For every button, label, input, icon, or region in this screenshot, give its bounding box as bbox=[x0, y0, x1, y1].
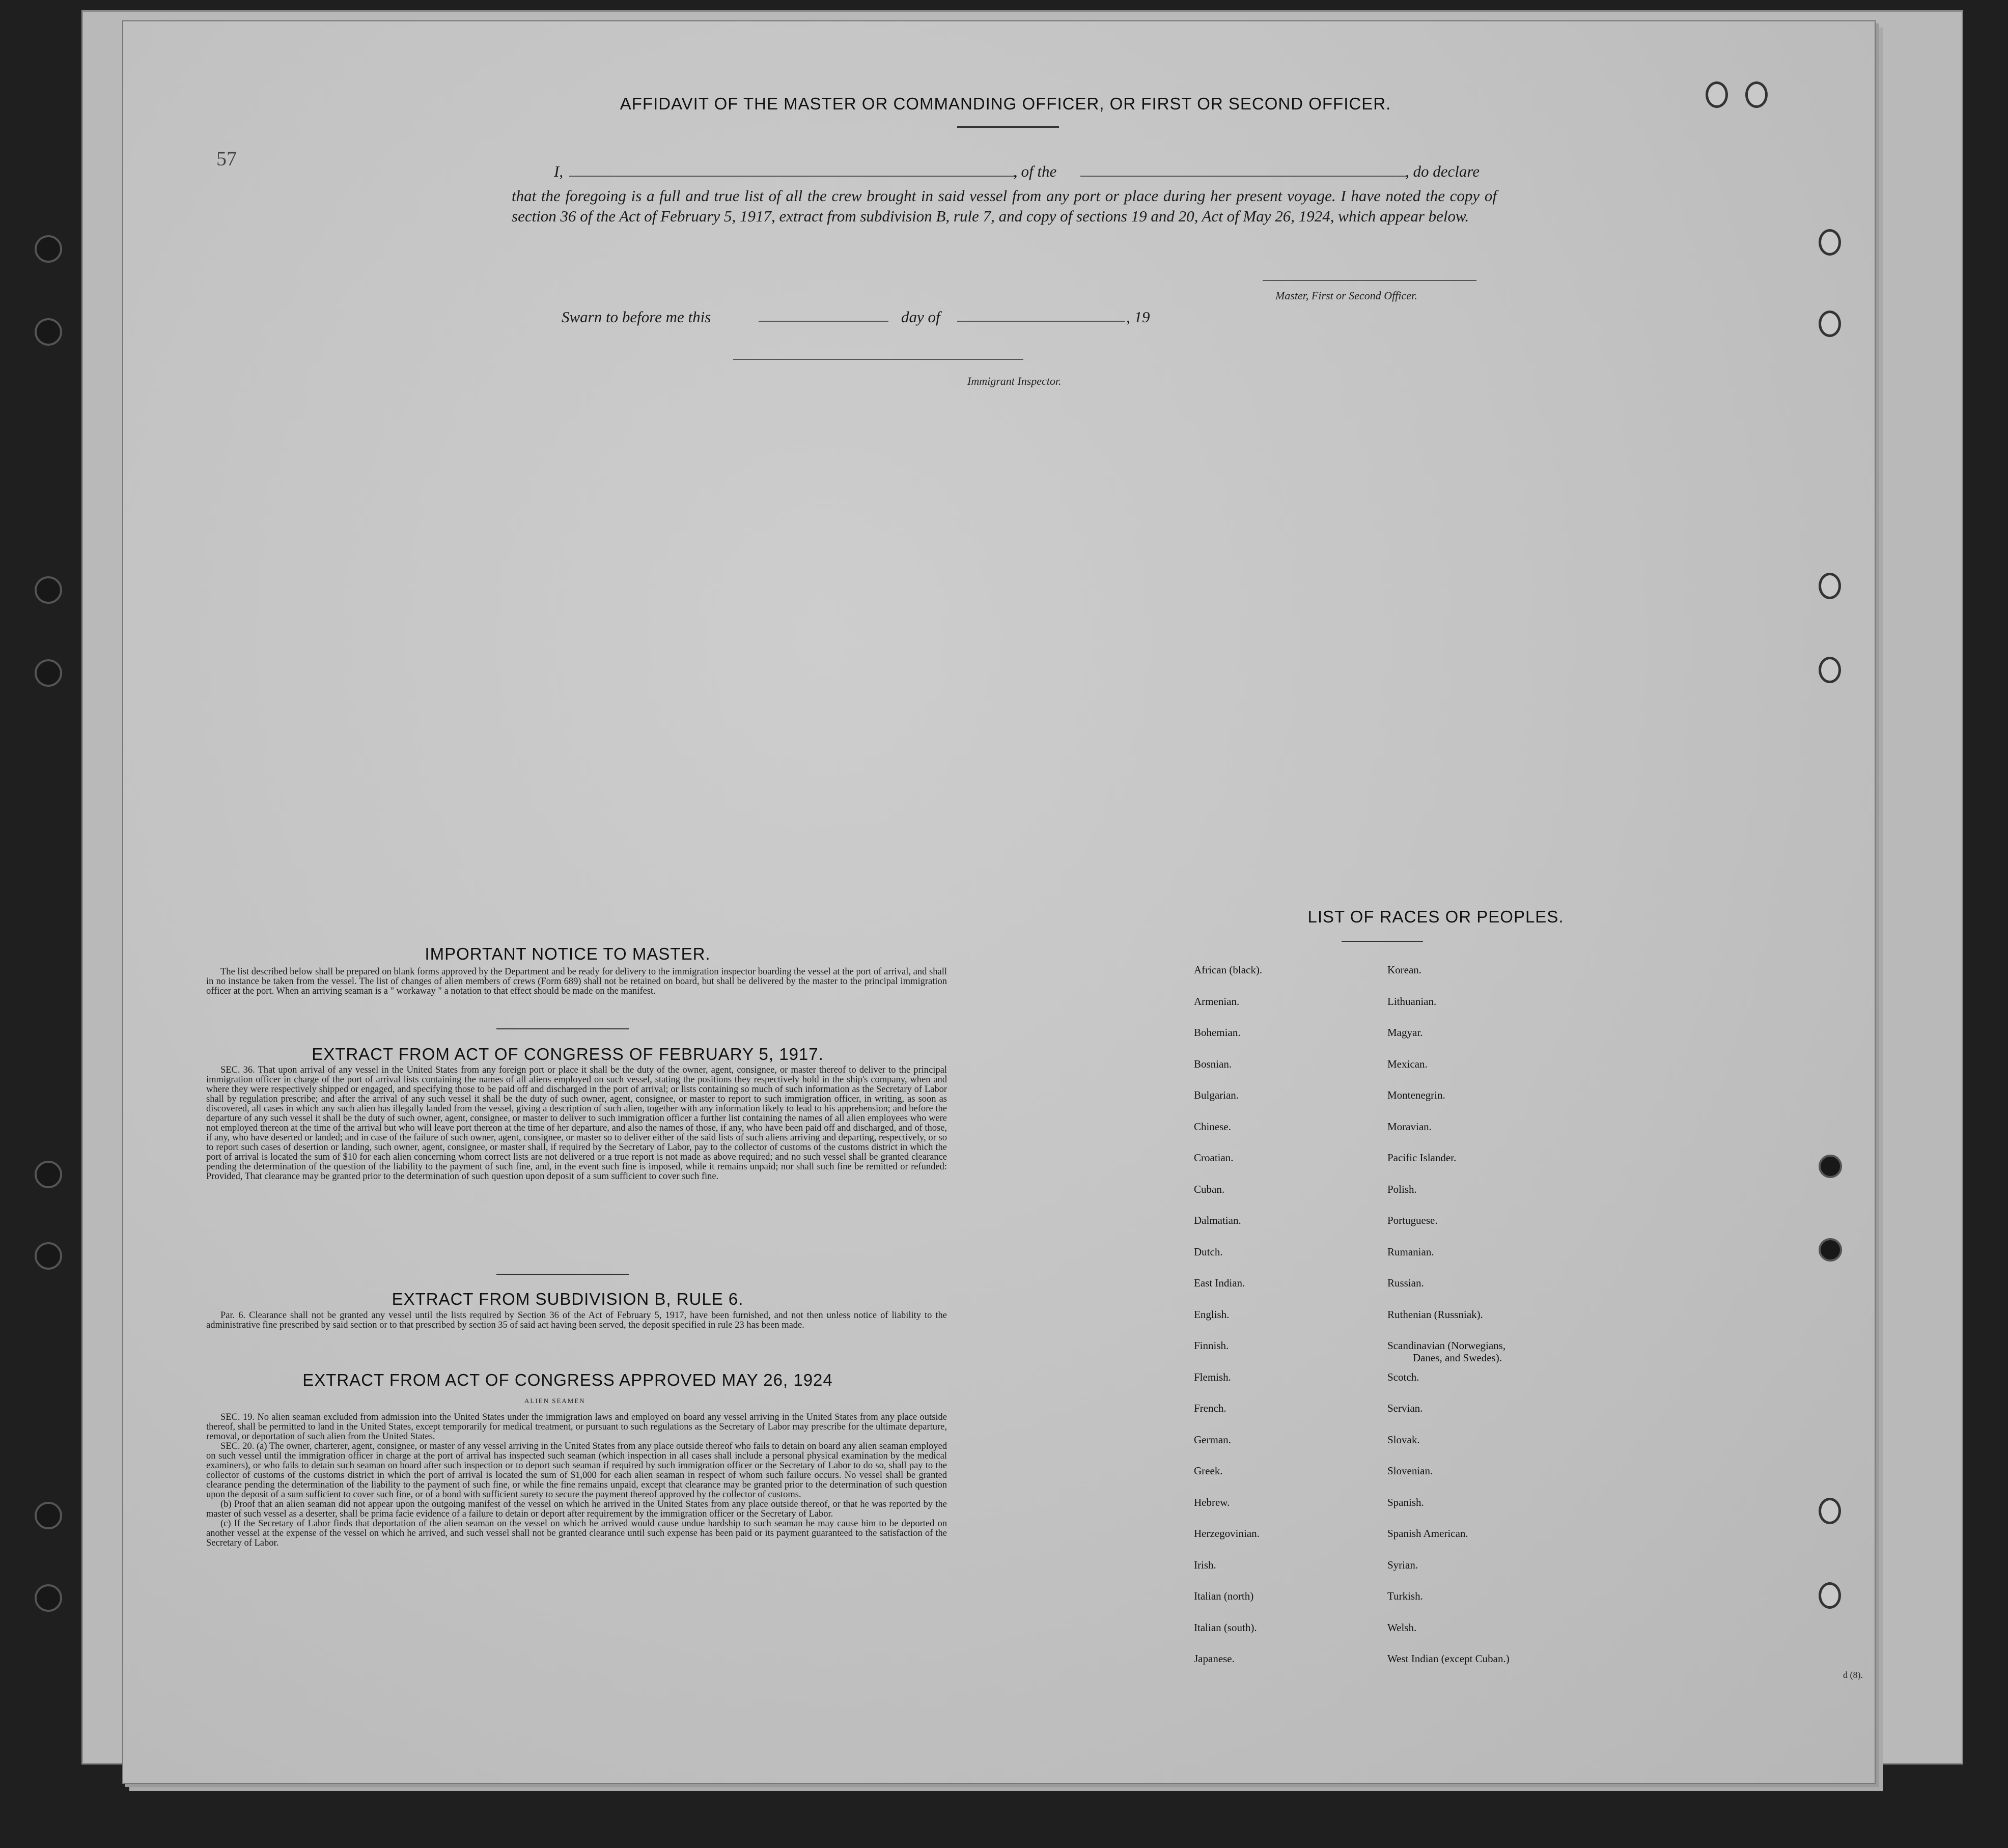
title-rule bbox=[957, 126, 1059, 128]
race-item bbox=[1387, 1653, 1510, 1665]
race-item: Cuban. bbox=[1194, 1183, 1225, 1195]
affidavit-i: I, bbox=[554, 162, 564, 180]
race-label: Russian. bbox=[1387, 1277, 1424, 1289]
race-item bbox=[1387, 1277, 1424, 1290]
vessel-blank bbox=[1080, 176, 1406, 177]
race-label: Magyar. bbox=[1387, 1026, 1423, 1039]
race-item: German. bbox=[1194, 1433, 1231, 1446]
binder-hole bbox=[35, 318, 62, 346]
affidavit-title: AFFIDAVIT OF THE MASTER OR COMMANDING OFFICER, OR FIRST OR SECOND OFFICER. bbox=[620, 94, 1391, 113]
section-rule bbox=[496, 1274, 629, 1275]
sworn-day: day of bbox=[901, 308, 940, 326]
race-item bbox=[1387, 1214, 1438, 1227]
race-item bbox=[1387, 995, 1436, 1008]
race-item: Chinese. bbox=[1194, 1120, 1231, 1133]
race-item bbox=[1387, 1465, 1433, 1477]
inspector-blank bbox=[733, 359, 1023, 360]
race-item bbox=[1387, 1434, 1420, 1446]
race-label: Scandinavian (Norwegians, bbox=[1387, 1339, 1506, 1352]
extract-1924-paragraph: (b) Proof that an alien seaman did not appear upon the outgoing manifest of the vessel on which he arrived in the United States from any place outside thereof, or that he was reported by the master of such vessel as a deserter, shall be prima facie evidence of a failure to detain or deport after requirement by the immigration officer or the Secretary of Labor. bbox=[206, 1499, 947, 1519]
extract-rule6-paragraph: Par. 6. Clearance shall not be granted any vessel until the lists required by Section 36 of the Act of February 5, 1917, have been furnished, and not then unless notice of liability to the administrative fine prescribed by said section or to that prescribed by section 35 of said act having been served, the deposit specified in rule 23 has been made. bbox=[206, 1310, 947, 1330]
binder-hole bbox=[1819, 1155, 1842, 1178]
race-item: Greek. bbox=[1194, 1465, 1223, 1477]
binder-ring bbox=[1745, 81, 1768, 108]
binder-hole bbox=[35, 576, 62, 604]
extract-1924-paragraph: SEC. 20. (a) The owner, charterer, agent, consignee, or master of any vessel arriving in the United States from any place outside thereof who fails to detain on board any alien seaman employed on such vessel until the immigration officer in charge at the port of arrival has inspected such seaman (which inspection in all cases shall include a personal physical examination by the medical examiners), or who fails to detain such seaman on board after such inspection or to deport such seaman if required by such immigration officer or the Secretary of Labor to do so, shall pay to the collector of customs of the customs district in which the port of arrival is located the sum of $1,000 for each alien seaman in respect of whom such failure occurs. No vessel shall be granted clearance pending the determination of the liability to the payment of such fine, or while the fine remains unpaid, except that clearance may be granted prior to the determination of such question upon the deposit of a sum sufficient to cover such fine, or of a bond with sufficient surety to secure the payment thereof approved by the collector of customs. bbox=[206, 1441, 947, 1500]
race-label: Spanish American. bbox=[1387, 1527, 1468, 1539]
race-item bbox=[1387, 1183, 1417, 1196]
race-item bbox=[1387, 1246, 1434, 1258]
extract-1924-title: EXTRACT FROM ACT OF CONGRESS APPROVED MAY 26, 1924 bbox=[302, 1370, 833, 1389]
affidavit-of-the: , of the bbox=[1013, 162, 1057, 180]
race-label: Welsh. bbox=[1387, 1621, 1417, 1634]
inspector-label: Immigrant Inspector. bbox=[967, 375, 1062, 387]
race-item bbox=[1387, 1590, 1423, 1603]
race-item bbox=[1387, 1058, 1428, 1071]
race-label: Turkish. bbox=[1387, 1590, 1423, 1602]
race-item bbox=[1387, 1152, 1456, 1164]
name-blank bbox=[569, 176, 1017, 177]
race-label: West Indian (except Cuban.) bbox=[1387, 1653, 1510, 1665]
extract-1924-subtitle: ALIEN SEAMEN bbox=[524, 1397, 585, 1405]
race-item bbox=[1387, 964, 1421, 976]
race-label: Slovak. bbox=[1387, 1433, 1420, 1446]
race-item: Dalmatian. bbox=[1194, 1214, 1241, 1226]
binder-ring bbox=[1819, 311, 1841, 337]
extract-1917-body bbox=[206, 1066, 947, 1182]
extract-1924-paragraph: (c) If the Secretary of Labor finds that deportation of the alien seaman on the vessel on which he arrived would cause undue hardship to such seaman he may cause him to be deported on another vessel at the expense of the vessel on which he arrived, and such vessel shall not be granted clearance until such expense has been paid or its payment guaranteed to the satisfaction of the Secretary of Labor. bbox=[206, 1519, 947, 1548]
race-item: Bosnian. bbox=[1194, 1057, 1232, 1070]
sworn-prefix: Swarn to before me this bbox=[562, 308, 711, 326]
race-item: Italian (north) bbox=[1194, 1590, 1254, 1602]
race-item: Irish. bbox=[1194, 1558, 1216, 1571]
race-label: Polish. bbox=[1387, 1183, 1417, 1195]
race-item bbox=[1387, 1559, 1418, 1572]
race-item bbox=[1387, 1621, 1416, 1634]
race-item bbox=[1387, 1121, 1432, 1133]
sworn-year: , 19 bbox=[1126, 308, 1150, 326]
race-label: Lithuanian. bbox=[1387, 995, 1437, 1007]
race-item bbox=[1387, 1496, 1424, 1509]
binder-hole bbox=[35, 1502, 62, 1529]
binder-hole bbox=[35, 235, 62, 263]
binder-hole bbox=[1819, 1238, 1842, 1262]
race-item bbox=[1387, 1402, 1423, 1415]
binder-hole bbox=[35, 1584, 62, 1612]
race-item bbox=[1387, 1308, 1483, 1321]
race-item: Croatian. bbox=[1194, 1152, 1234, 1164]
affidavit-declare: , do declare bbox=[1405, 162, 1480, 180]
race-label: Spanish. bbox=[1387, 1496, 1424, 1508]
race-item: Italian (south). bbox=[1194, 1621, 1257, 1634]
race-item: French. bbox=[1194, 1402, 1226, 1414]
race-item: Herzegovinian. bbox=[1194, 1527, 1260, 1539]
race-label: Syrian. bbox=[1387, 1558, 1418, 1571]
notice-body bbox=[206, 967, 947, 996]
form-number: d (8). bbox=[1843, 1670, 1863, 1680]
races-title: LIST OF RACES OR PEOPLES. bbox=[1307, 907, 1564, 926]
race-label: Servian. bbox=[1387, 1402, 1423, 1414]
sworn-month-blank bbox=[957, 321, 1125, 322]
race-item bbox=[1387, 1339, 1505, 1364]
extract-1924-body bbox=[206, 1413, 947, 1548]
race-item: East Indian. bbox=[1194, 1277, 1245, 1289]
race-label: Pacific Islander. bbox=[1387, 1152, 1457, 1164]
race-label: Mexican. bbox=[1387, 1057, 1428, 1070]
binder-hole bbox=[35, 659, 62, 687]
race-item: African (black). bbox=[1194, 964, 1263, 976]
race-label: Rumanian. bbox=[1387, 1245, 1434, 1258]
extract-rule6-title: EXTRACT FROM SUBDIVISION B, RULE 6. bbox=[392, 1290, 744, 1308]
race-continuation: Danes, and Swedes). bbox=[1413, 1352, 1502, 1364]
binder-ring bbox=[1819, 229, 1841, 256]
race-label: Scotch. bbox=[1387, 1370, 1419, 1383]
section-rule bbox=[496, 1028, 629, 1029]
sworn-date-blank bbox=[759, 321, 888, 322]
signature-label: Master, First or Second Officer. bbox=[1275, 289, 1417, 302]
race-label: Moravian. bbox=[1387, 1120, 1432, 1133]
binder-ring bbox=[1819, 573, 1841, 599]
race-item bbox=[1387, 1527, 1468, 1540]
page-number: 57 bbox=[216, 147, 237, 170]
binder-ring bbox=[1706, 81, 1728, 108]
race-item: Dutch. bbox=[1194, 1245, 1223, 1258]
notice-title: IMPORTANT NOTICE TO MASTER. bbox=[425, 944, 711, 963]
races-rule bbox=[1342, 941, 1423, 942]
binder-ring bbox=[1819, 1498, 1841, 1524]
binder-ring bbox=[1819, 1582, 1841, 1609]
race-item: Bulgarian. bbox=[1194, 1089, 1239, 1101]
signature-blank bbox=[1263, 280, 1476, 281]
race-item: Flemish. bbox=[1194, 1370, 1231, 1383]
race-item: Bohemian. bbox=[1194, 1026, 1241, 1039]
binder-ring bbox=[1819, 657, 1841, 683]
affidavit-body: that the foregoing is a full and true list of all the crew brought in said vessel from any port or place during her present voyage. I have noted the copy of section 36 of the Act of February 5, 1917, extract from subdivision B, rule 7, and copy of sections 19 and 20, Act of May 26, 1924, which appear below. bbox=[512, 187, 1497, 225]
notice-paragraph: The list described below shall be prepared on blank forms approved by the Department and be ready for delivery to the immigration inspector boarding the vessel at the port of arrival, and shall in no instance be taken from the vessel. The list of changes of alien members of crews (Form 689) shall not be retained on board, but shall be delivered by the master to the principal immigration officer at the port. When an arriving seaman is a " workaway " a notation to that effect should be made on the manifest. bbox=[206, 967, 947, 996]
race-item bbox=[1387, 1371, 1419, 1384]
extract-1917-paragraph: SEC. 36. That upon arrival of any vessel in the United States from any foreign port or place it shall be the duty of the owner, agent, consignee, or master thereof to deliver to the principal immigration officer in charge of the port of arrival lists containing the names of all aliens employed on such vessel, stating the positions they respectively hold in the ship's company, when and where they were respectively shipped or engaged, and specifying those to be paid off and discharged in the port of arrival; or lists containing so much of such information as the Secretary of Labor shall by regulation prescribe; and after the arrival of any such vessel it shall be the duty of such owner, agent, consignee, or master to report to such immigration officer, in writing, as soon as discovered, all cases in which any such alien has illegally landed from the vessel, giving a description of such alien, together with any information likely to lead to his apprehension; and before the departure of any such vessel it shall be the duty of such owner, agent, consignee, or master to deliver to such immigration officer a further list containing the names of all alien employees who were not employed thereon at the time of the arrival but who will leave port thereon at the time of her departure, and also the names of those, if any, who have been paid off and discharged, and of those, if any, who have deserted or landed; and in case of the failure of such owner, agent, consignee, or master so to deliver either of the said lists of such aliens arriving and departing, respectively, or so to report such cases of desertion or landing, such owner, agent, consignee, or master shall, if required by the Secretary of Labor, pay to the collector of customs of the customs district in which the port of arrival is located the sum of $10 for each alien concerning whom correct lists are not delivered or a true report is not made as above required; and no such vessel shall be granted clearance pending the determination of the question of the liability to the payment of such fine, and, in the event such fine is imposed, while it remains unpaid; nor shall such fine be remitted or refunded: Provided, That clearance may be granted prior to the determination of such question upon deposit of a sum sufficient to cover such fine. bbox=[206, 1065, 947, 1182]
extract-1917-title: EXTRACT FROM ACT OF CONGRESS OF FEBRUARY 5, 1917. bbox=[312, 1045, 824, 1063]
race-item: English. bbox=[1194, 1308, 1230, 1321]
race-item: Hebrew. bbox=[1194, 1496, 1230, 1508]
race-item bbox=[1387, 1089, 1445, 1102]
race-item: Armenian. bbox=[1194, 995, 1240, 1007]
race-label: Slovenian. bbox=[1387, 1465, 1433, 1477]
extract-1924-paragraph: SEC. 19. No alien seaman excluded from admission into the United States under the immigration laws and employed on board any vessel arriving in the United States from any place outside thereof, shall be permitted to land in the United States, except temporarily for medical treatment, or pursuant to such regulations as the Secretary of Labor may prescribe for the ultimate departure, removal, or deportation of such alien from the United States. bbox=[206, 1412, 947, 1442]
race-label: Korean. bbox=[1387, 964, 1422, 976]
race-label: Montenegrin. bbox=[1387, 1089, 1445, 1101]
race-label: Ruthenian (Russniak). bbox=[1387, 1308, 1483, 1321]
race-item: Japanese. bbox=[1194, 1653, 1235, 1665]
race-item: Finnish. bbox=[1194, 1339, 1229, 1352]
binder-hole bbox=[35, 1161, 62, 1188]
extract-rule6-body bbox=[206, 1311, 947, 1330]
race-item bbox=[1387, 1026, 1423, 1039]
race-label: Portuguese. bbox=[1387, 1214, 1438, 1226]
binder-hole bbox=[35, 1242, 62, 1270]
